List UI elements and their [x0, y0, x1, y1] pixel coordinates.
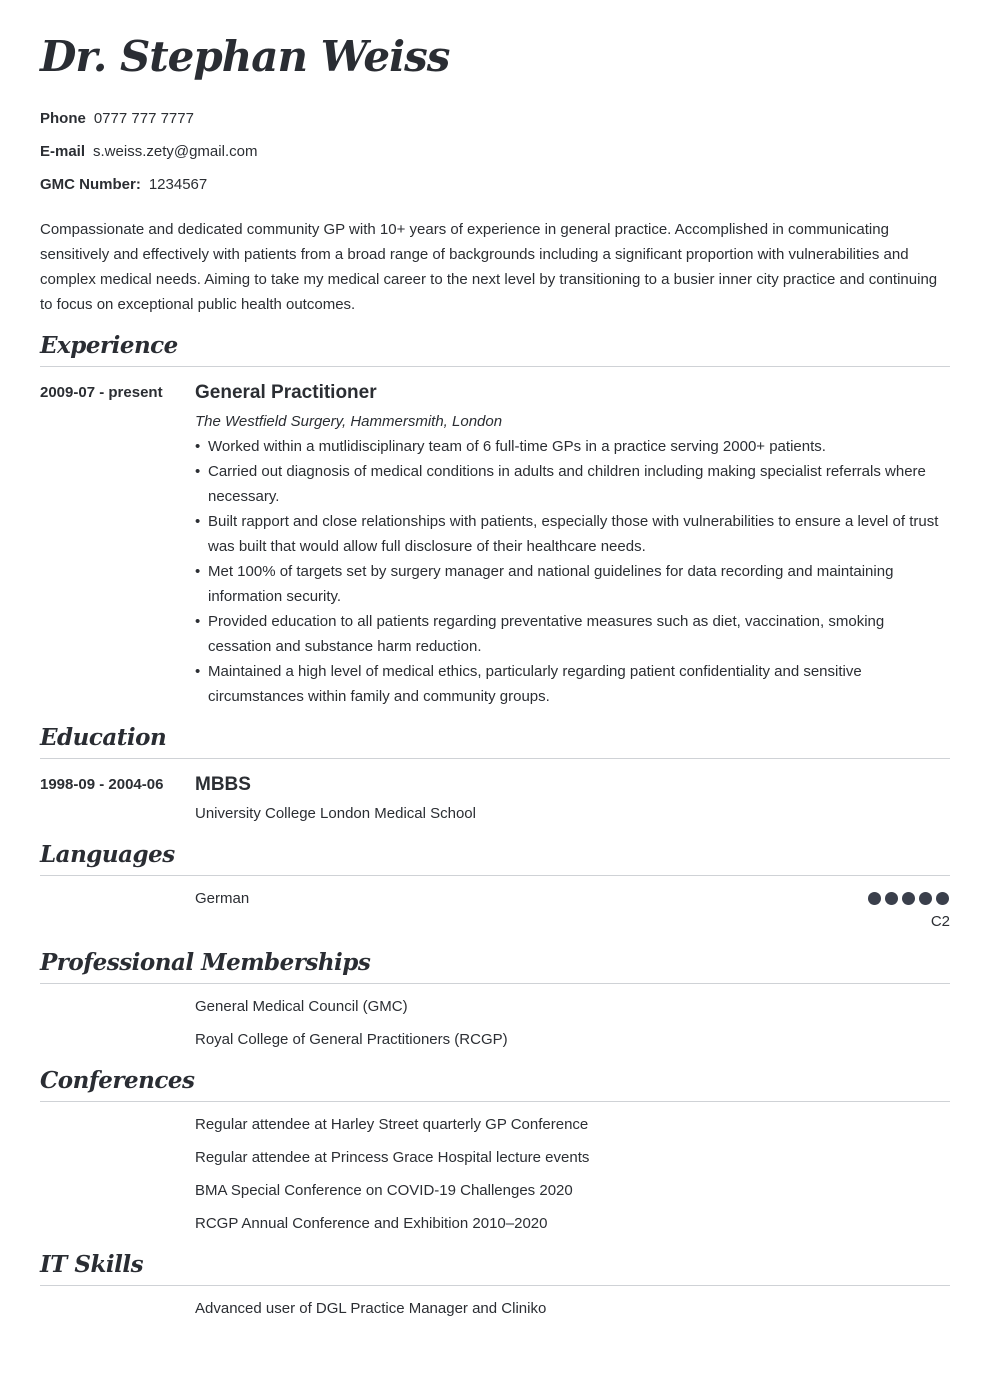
profile-summary: Compassionate and dedicated community GP with 10+ years of experience in general practice. Accomplished in communicating sensitively and effectively with patients from a broad range of backgrounds including a significant proportion with vulnerabilities and complex medical needs. Aiming to take my medical career to the next level by transitioning to a busier inner city practice and continuing to focus on exceptional public health outcomes. [40, 221, 938, 313]
language-name: German [195, 890, 250, 907]
school: University College London Medical School [195, 805, 476, 822]
experience-heading: Experience [40, 332, 178, 359]
conference-item: RCGP Annual Conference and Exhibition 2010–2020 [195, 1215, 548, 1232]
conferences-divider [40, 1101, 950, 1102]
gmc-row [40, 176, 207, 194]
email-label: E-mail [40, 143, 86, 160]
job-title: General Practitioner [195, 382, 377, 403]
experience-bullet: • Maintained a high level of medical ethics, particularly regarding patient confidentiality and sensitive circumstances within family and community groups. [195, 659, 950, 709]
education-divider [40, 758, 950, 759]
membership-item: General Medical Council (GMC) [195, 998, 408, 1015]
experience-bullet: • Built rapport and close relationships with patients, especially those with vulnerabilities to ensure a level of trust was built that would allow full disclosure of their healthcare needs. [195, 509, 950, 559]
languages-divider [40, 875, 950, 876]
experience-bullet: • Provided education to all patients regarding preventative measures such as diet, vaccination, smoking cessation and substance harm reduction. [195, 609, 950, 659]
rating-dot [902, 892, 915, 905]
it-skills-divider [40, 1285, 950, 1286]
rating-dot [919, 892, 932, 905]
degree: MBBS [195, 774, 251, 795]
memberships-divider [40, 983, 950, 984]
experience-dates: 2009-07 - present [40, 384, 163, 401]
experience-bullets [195, 434, 950, 709]
experience-bullet: • Met 100% of targets set by surgery manager and national guidelines for data recording and maintaining information security. [195, 559, 950, 609]
it-skill-item: Advanced user of DGL Practice Manager and Cliniko [195, 1300, 547, 1317]
gmc-label: GMC Number: [40, 176, 141, 193]
languages-heading: Languages [40, 841, 175, 868]
conferences-heading: Conferences [40, 1067, 195, 1094]
language-rating [868, 892, 949, 905]
language-level: C2 [930, 913, 950, 930]
rating-dot [936, 892, 949, 905]
phone-label: Phone [40, 110, 86, 127]
it-skills-heading: IT Skills [40, 1251, 144, 1278]
education-dates: 1998-09 - 2004-06 [40, 776, 164, 793]
phone-value: 0777 777 7777 [93, 110, 194, 127]
rating-dot [868, 892, 881, 905]
gmc-value: 1234567 [148, 176, 208, 193]
conference-item: BMA Special Conference on COVID-19 Challenges 2020 [195, 1182, 573, 1199]
email-row [40, 143, 257, 161]
rating-dot [885, 892, 898, 905]
education-heading: Education [40, 724, 167, 751]
memberships-heading: Professional Memberships [40, 949, 371, 976]
email-value: s.weiss.zety@gmail.com [93, 143, 258, 160]
experience-bullet: • Worked within a mutlidisciplinary team of 6 full-time GPs in a practice serving 2000+ patients. [195, 434, 950, 459]
experience-bullet: • Carried out diagnosis of medical conditions in adults and children including making specialist referrals where necessary. [195, 459, 950, 509]
candidate-name: Dr. Stephan Weiss [40, 32, 450, 81]
membership-item: Royal College of General Practitioners (RCGP) [195, 1031, 508, 1048]
conference-item: Regular attendee at Harley Street quarterly GP Conference [195, 1116, 589, 1133]
employer: The Westfield Surgery, Hammersmith, London [195, 413, 503, 430]
experience-divider [40, 366, 950, 367]
phone-row [40, 110, 194, 128]
conference-item: Regular attendee at Princess Grace Hospital lecture events [195, 1149, 590, 1166]
